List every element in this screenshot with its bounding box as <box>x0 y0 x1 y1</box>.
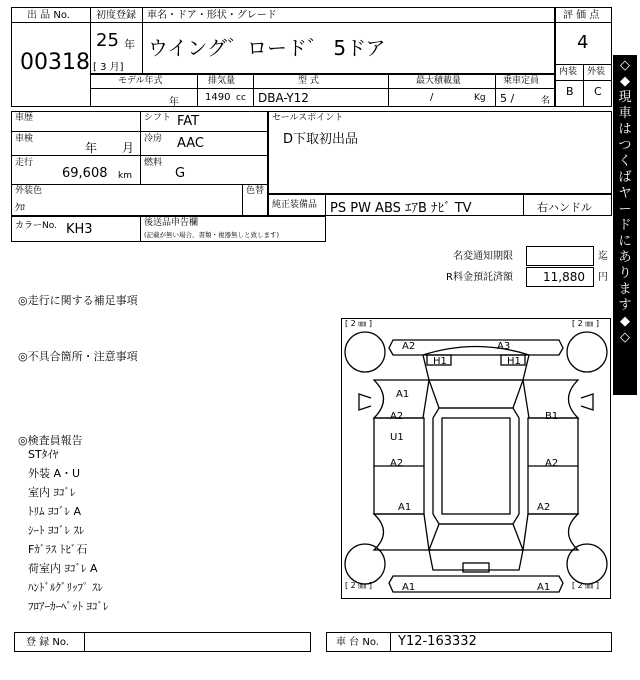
defects-label: ◎不具合箇所・注意事項 <box>18 350 138 363</box>
report-line: 荷室内 ﾖｺﾞﾚ A <box>28 562 98 575</box>
damage-code: A1 <box>402 582 416 593</box>
name-change-unit: 迄 <box>598 251 608 262</box>
lot-no-label: 出 品 No. <box>27 10 70 21</box>
recycle-label: R料金預託済額 <box>446 272 513 283</box>
sidebar-glyph: ば <box>618 170 632 185</box>
recycle-value: 11,880 <box>543 270 585 284</box>
report-line: STﾀｲﾔ <box>28 448 59 461</box>
score-label: 評 価 点 <box>563 10 600 21</box>
sidebar-glyph: ー <box>618 202 632 217</box>
first-reg-year-unit: 年 <box>124 38 135 51</box>
inspector-report-label: ◎検査員報告 <box>18 434 83 447</box>
model-name: ウイング゛ロード゛ 5ドア <box>148 36 386 60</box>
model-name-label: 車名・ドア・形状・グレード <box>147 10 277 21</box>
displacement-unit: cc <box>236 93 246 103</box>
report-line: ｼｰﾄ ﾖｺﾞﾚ ｽﾚ <box>28 524 85 537</box>
score: 4 <box>577 32 589 53</box>
sidebar-glyph: す <box>618 298 632 313</box>
sales-point: D下取初出品 <box>283 132 359 147</box>
shipping-note: (記載が無い場合、書類・複器無しと致します) <box>144 231 280 239</box>
reg-no-label: 登 録 No. <box>26 637 69 648</box>
capacity-value: 5 / <box>500 92 515 105</box>
capacity-unit: 名 <box>541 96 551 106</box>
sidebar-glyph: く <box>618 154 632 169</box>
report-line: 外装 A・U <box>28 467 81 480</box>
damage-code: A2 <box>402 341 416 352</box>
ac-label: 冷房 <box>144 134 163 144</box>
max-load-slash: / <box>430 92 434 103</box>
sidebar-glyph: 車 <box>618 106 632 121</box>
sidebar-glyph: り <box>618 266 632 281</box>
interior-label: 内装 <box>559 67 578 77</box>
first-reg-month: [ 3 月] <box>93 62 124 73</box>
mileage-unit: km <box>118 171 132 181</box>
sales-point-label: セールスポイント <box>272 113 344 123</box>
exterior-grade: C <box>594 85 602 98</box>
max-load-label: 最大積載量 <box>416 76 462 86</box>
equipment-value: PS PW ABS ｴｱB ﾅﾋﾞ TV <box>330 201 472 216</box>
model-year-unit: 年 <box>169 97 179 108</box>
sidebar-glyph: ◇ <box>620 58 630 73</box>
equipment-label: 純正装備品 <box>272 200 318 210</box>
damage-code: A1 <box>396 389 410 400</box>
damage-code: U1 <box>390 432 404 443</box>
ac-value: AAC <box>177 136 204 151</box>
sidebar-glyph: 現 <box>618 90 632 105</box>
type-label: 型 式 <box>298 76 319 86</box>
capacity-label: 乗車定員 <box>503 76 540 86</box>
mileage-label: 走行 <box>15 158 34 168</box>
sidebar-glyph: に <box>618 234 632 249</box>
report-line: ﾊﾝﾄﾞﾙｸﾞﾘｯﾌﾟ ｽﾚ <box>28 581 103 594</box>
sidebar-glyph: つ <box>618 138 632 153</box>
tread-front-left: [ 2 ㎜ ] <box>345 319 372 328</box>
sidebar-glyph: ◆ <box>620 74 630 89</box>
tread-front-right: [ 2 ㎜ ] <box>572 319 599 328</box>
sidebar-glyph: ド <box>618 218 632 233</box>
damage-code: A1 <box>398 502 412 513</box>
report-line: Fｶﾞﾗｽ ﾄﾋﾞ石 <box>28 543 88 556</box>
car-diagram <box>341 318 611 599</box>
damage-code: H1 <box>433 356 447 367</box>
report-line: ﾌﾛｱｰｶｰﾍﾟｯﾄ ﾖｺﾞﾚ <box>28 600 109 613</box>
type-value: DBA-Y12 <box>258 91 309 105</box>
name-change-label: 名変通知期限 <box>453 251 513 262</box>
steering: 右ハンドル <box>537 201 592 214</box>
displacement: 1490 <box>205 92 231 103</box>
first-reg-label: 初度登録 <box>96 10 136 21</box>
shift-label: シフト <box>144 113 172 123</box>
driving-remarks-label: ◎走行に関する補足事項 <box>18 294 138 307</box>
exterior-label: 外装 <box>587 67 606 77</box>
color-no: KH3 <box>66 222 93 237</box>
sidebar-notice <box>613 55 637 395</box>
color-no-label: カラーNo. <box>15 221 57 231</box>
sidebar-glyph: あ <box>618 250 632 265</box>
tread-rear-right: [ 2 ㎜ ] <box>572 581 599 590</box>
shipping-label: 後送品申告欄 <box>144 218 199 228</box>
interior-grade: B <box>566 85 574 98</box>
history-label: 車歴 <box>15 113 34 123</box>
name-change-box <box>526 246 594 266</box>
sidebar-glyph: ◆ <box>620 314 630 329</box>
first-reg-year: 25 <box>96 30 119 51</box>
report-line: ﾄﾘﾑ ﾖｺﾞﾚ A <box>28 505 82 518</box>
sidebar-glyph: ま <box>618 282 632 297</box>
lot-no: 00318 <box>20 50 90 75</box>
chassis-value: Y12-163332 <box>398 634 477 649</box>
recycle-unit: 円 <box>598 272 608 283</box>
damage-code: A2 <box>390 411 404 422</box>
model-year-label: モデル年式 <box>118 76 163 86</box>
damage-code: A2 <box>545 458 559 469</box>
sidebar-glyph: ヤ <box>618 186 632 201</box>
fuel-value: G <box>175 166 186 181</box>
chassis-label: 車 台 No. <box>336 637 379 648</box>
fuel-label: 燃料 <box>144 158 163 168</box>
damage-code: A2 <box>537 502 551 513</box>
color-change-label: 色替 <box>246 186 265 196</box>
sidebar-glyph: ◇ <box>620 330 630 345</box>
damage-code: A1 <box>537 582 551 593</box>
sidebar-glyph: は <box>618 122 632 137</box>
max-load-unit: Kg <box>474 93 486 103</box>
exterior-color-label: 外装色 <box>15 186 43 196</box>
inspection-year: 年 <box>85 141 98 155</box>
damage-code: A2 <box>390 458 404 469</box>
exterior-color: ｸﾛ <box>15 203 25 214</box>
damage-code: A3 <box>497 341 511 352</box>
shift-value: FAT <box>177 114 200 129</box>
tread-rear-left: [ 2 ㎜ ] <box>345 581 372 590</box>
damage-code: B1 <box>545 411 559 422</box>
inspection-label: 車検 <box>15 134 34 144</box>
inspection-month: 月 <box>122 141 135 155</box>
damage-code: H1 <box>507 356 521 367</box>
mileage-value: 69,608 <box>62 166 108 181</box>
displacement-label: 排気量 <box>208 76 236 86</box>
report-line: 室内 ﾖｺﾞﾚ <box>28 486 76 499</box>
